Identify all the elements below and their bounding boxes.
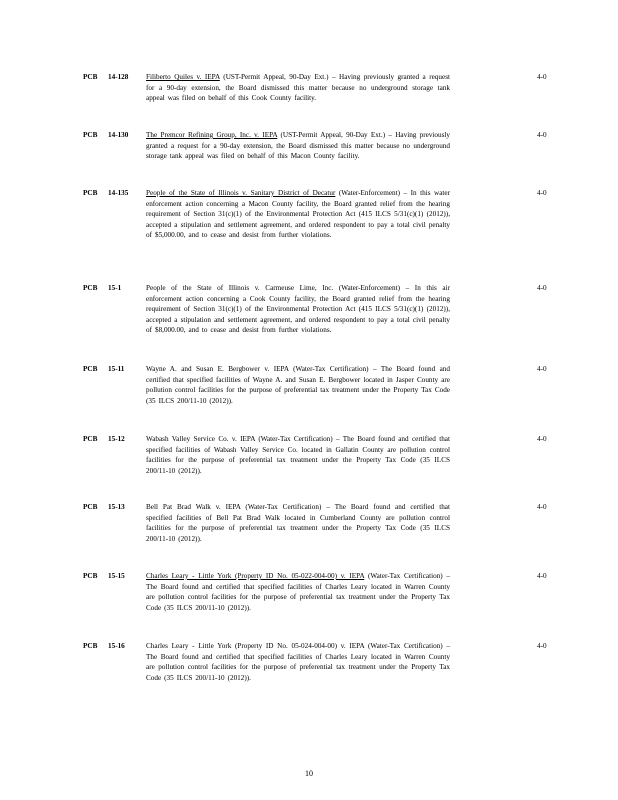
case-summary <box>146 283 450 336</box>
case-summary <box>146 434 450 476</box>
case-body: Wabash Valley Service Co. v. IEPA (Water-Tax Certification) – The Board found and certified that specified facilities of Wabash Valley Service Co. located in Gallatin County are pollution control facilities for the purpose of preferential tax treatment under the Property Tax Code (35 ILCS 200/11-10 (2012)). <box>146 435 450 475</box>
case-title: People of the State of Illinois v. Sanitary District of Decatur <box>146 189 336 197</box>
vote-count: 4-0 <box>537 131 547 139</box>
case-body: (Water-Tax Certification) – The Board found and certified that specified facilities of Charles Leary located in Warren County are pollution control facilities for the purpose of preferential tax treatment under the Property Tax Code (35 ILCS 200/11-10 (2012)). <box>146 572 450 612</box>
docket-number: 14-128 <box>108 73 129 81</box>
page-number: 10 <box>305 769 313 778</box>
case-summary <box>146 571 450 613</box>
case-summary <box>146 641 450 683</box>
case-body: (UST-Permit Appeal, 90-Day Ext.) – Having previously granted a request for a 90-day extension, the Board dismissed this matter because no underground storage tank appeal was filed on behalf of this Macon County facility. <box>146 131 450 160</box>
vote-count: 4-0 <box>537 73 547 81</box>
vote-count: 4-0 <box>537 284 547 292</box>
case-summary <box>146 72 450 104</box>
docket-number: 15-1 <box>108 284 122 292</box>
docket-prefix: PCB <box>83 503 98 511</box>
docket-prefix: PCB <box>83 365 98 373</box>
case-body: People of the State of Illinois v. Carmeuse Lime, Inc. (Water-Enforcement) – In this air enforcement action concerning a Cook County facility, the Board granted relief from the hearing requirement of Section 31(c)(1) of the Environmental Protection Act (415 ILCS 5/31(c)(1) (2012)), accepted a stipulation and settlement agreement, and ordered respondent to pay a total civil penalty of $8,000.00, and to cease and desist from further violations. <box>146 284 450 334</box>
case-body: Charles Leary - Little York (Property ID No. 05-024-004-00) v. IEPA (Water-Tax Certification) – The Board found and certified that specified facilities of Charles Leary located in Warren County are pollution control facilities for the purpose of preferential tax treatment under the Property Tax Code (35 ILCS 200/11-10 (2012)). <box>146 642 450 682</box>
case-body: (UST-Permit Appeal, 90-Day Ext.) – Having previously granted a request for a 90-day extension, the Board dismissed this matter because no underground storage tank appeal was filed on behalf of this Cook County facility. <box>146 73 450 102</box>
docket-prefix: PCB <box>83 189 98 197</box>
docket-number: 15-15 <box>108 572 125 580</box>
case-title: Filiberto Quiles v. IEPA <box>146 73 220 81</box>
vote-count: 4-0 <box>537 435 547 443</box>
docket-number: 15-13 <box>108 503 125 511</box>
docket-prefix: PCB <box>83 73 98 81</box>
vote-count: 4-0 <box>537 572 547 580</box>
case-body: (Water-Enforcement) – In this water enforcement action concerning a Macon County facility, the Board granted relief from the hearing requirement of Section 31(c)(1) of the Environmental Protection Act (415 ILCS 5/31(c)(1) (2012)), accepted a stipulation and settlement agreement, and ordered respondent to pay a total civil penalty of $5,000.00, and to cease and desist from further violations. <box>146 189 450 239</box>
docket-prefix: PCB <box>83 435 98 443</box>
docket-prefix: PCB <box>83 284 98 292</box>
docket-number: 14-135 <box>108 189 129 197</box>
case-summary <box>146 364 450 406</box>
vote-count: 4-0 <box>537 642 547 650</box>
docket-number: 15-16 <box>108 642 125 650</box>
vote-count: 4-0 <box>537 503 547 511</box>
vote-count: 4-0 <box>537 189 547 197</box>
docket-number: 14-130 <box>108 131 129 139</box>
case-summary <box>146 188 450 241</box>
docket-prefix: PCB <box>83 642 98 650</box>
case-title: Charles Leary - Little York (Property ID No. 05-022-004-00) v. IEPA <box>146 572 365 580</box>
docket-number: 15-12 <box>108 435 125 443</box>
docket-prefix: PCB <box>83 572 98 580</box>
case-body: Wayne A. and Susan E. Bergbower v. IEPA (Water-Tax Certification) – The Board found and certified that specified facilities of Wayne A. and Susan E. Bergbower located in Jasper County are pollution control facilities for the purpose of preferential tax treatment under the Property Tax Code (35 ILCS 200/11-10 (2012)). <box>146 365 450 405</box>
case-summary <box>146 502 450 544</box>
case-body: Bell Pat Brad Walk v. IEPA (Water-Tax Certification) – The Board found and certified that specified facilities of Bell Pat Brad Walk located in Cumberland County are pollution control facilities for the purpose of preferential tax treatment under the Property Tax Code (35 ILCS 200/11-10 (2012)). <box>146 503 450 543</box>
case-summary <box>146 130 450 162</box>
docket-number: 15-11 <box>108 365 125 373</box>
vote-count: 4-0 <box>537 365 547 373</box>
case-title: The Premcor Refining Group, Inc. v. IEPA <box>146 131 278 139</box>
docket-prefix: PCB <box>83 131 98 139</box>
